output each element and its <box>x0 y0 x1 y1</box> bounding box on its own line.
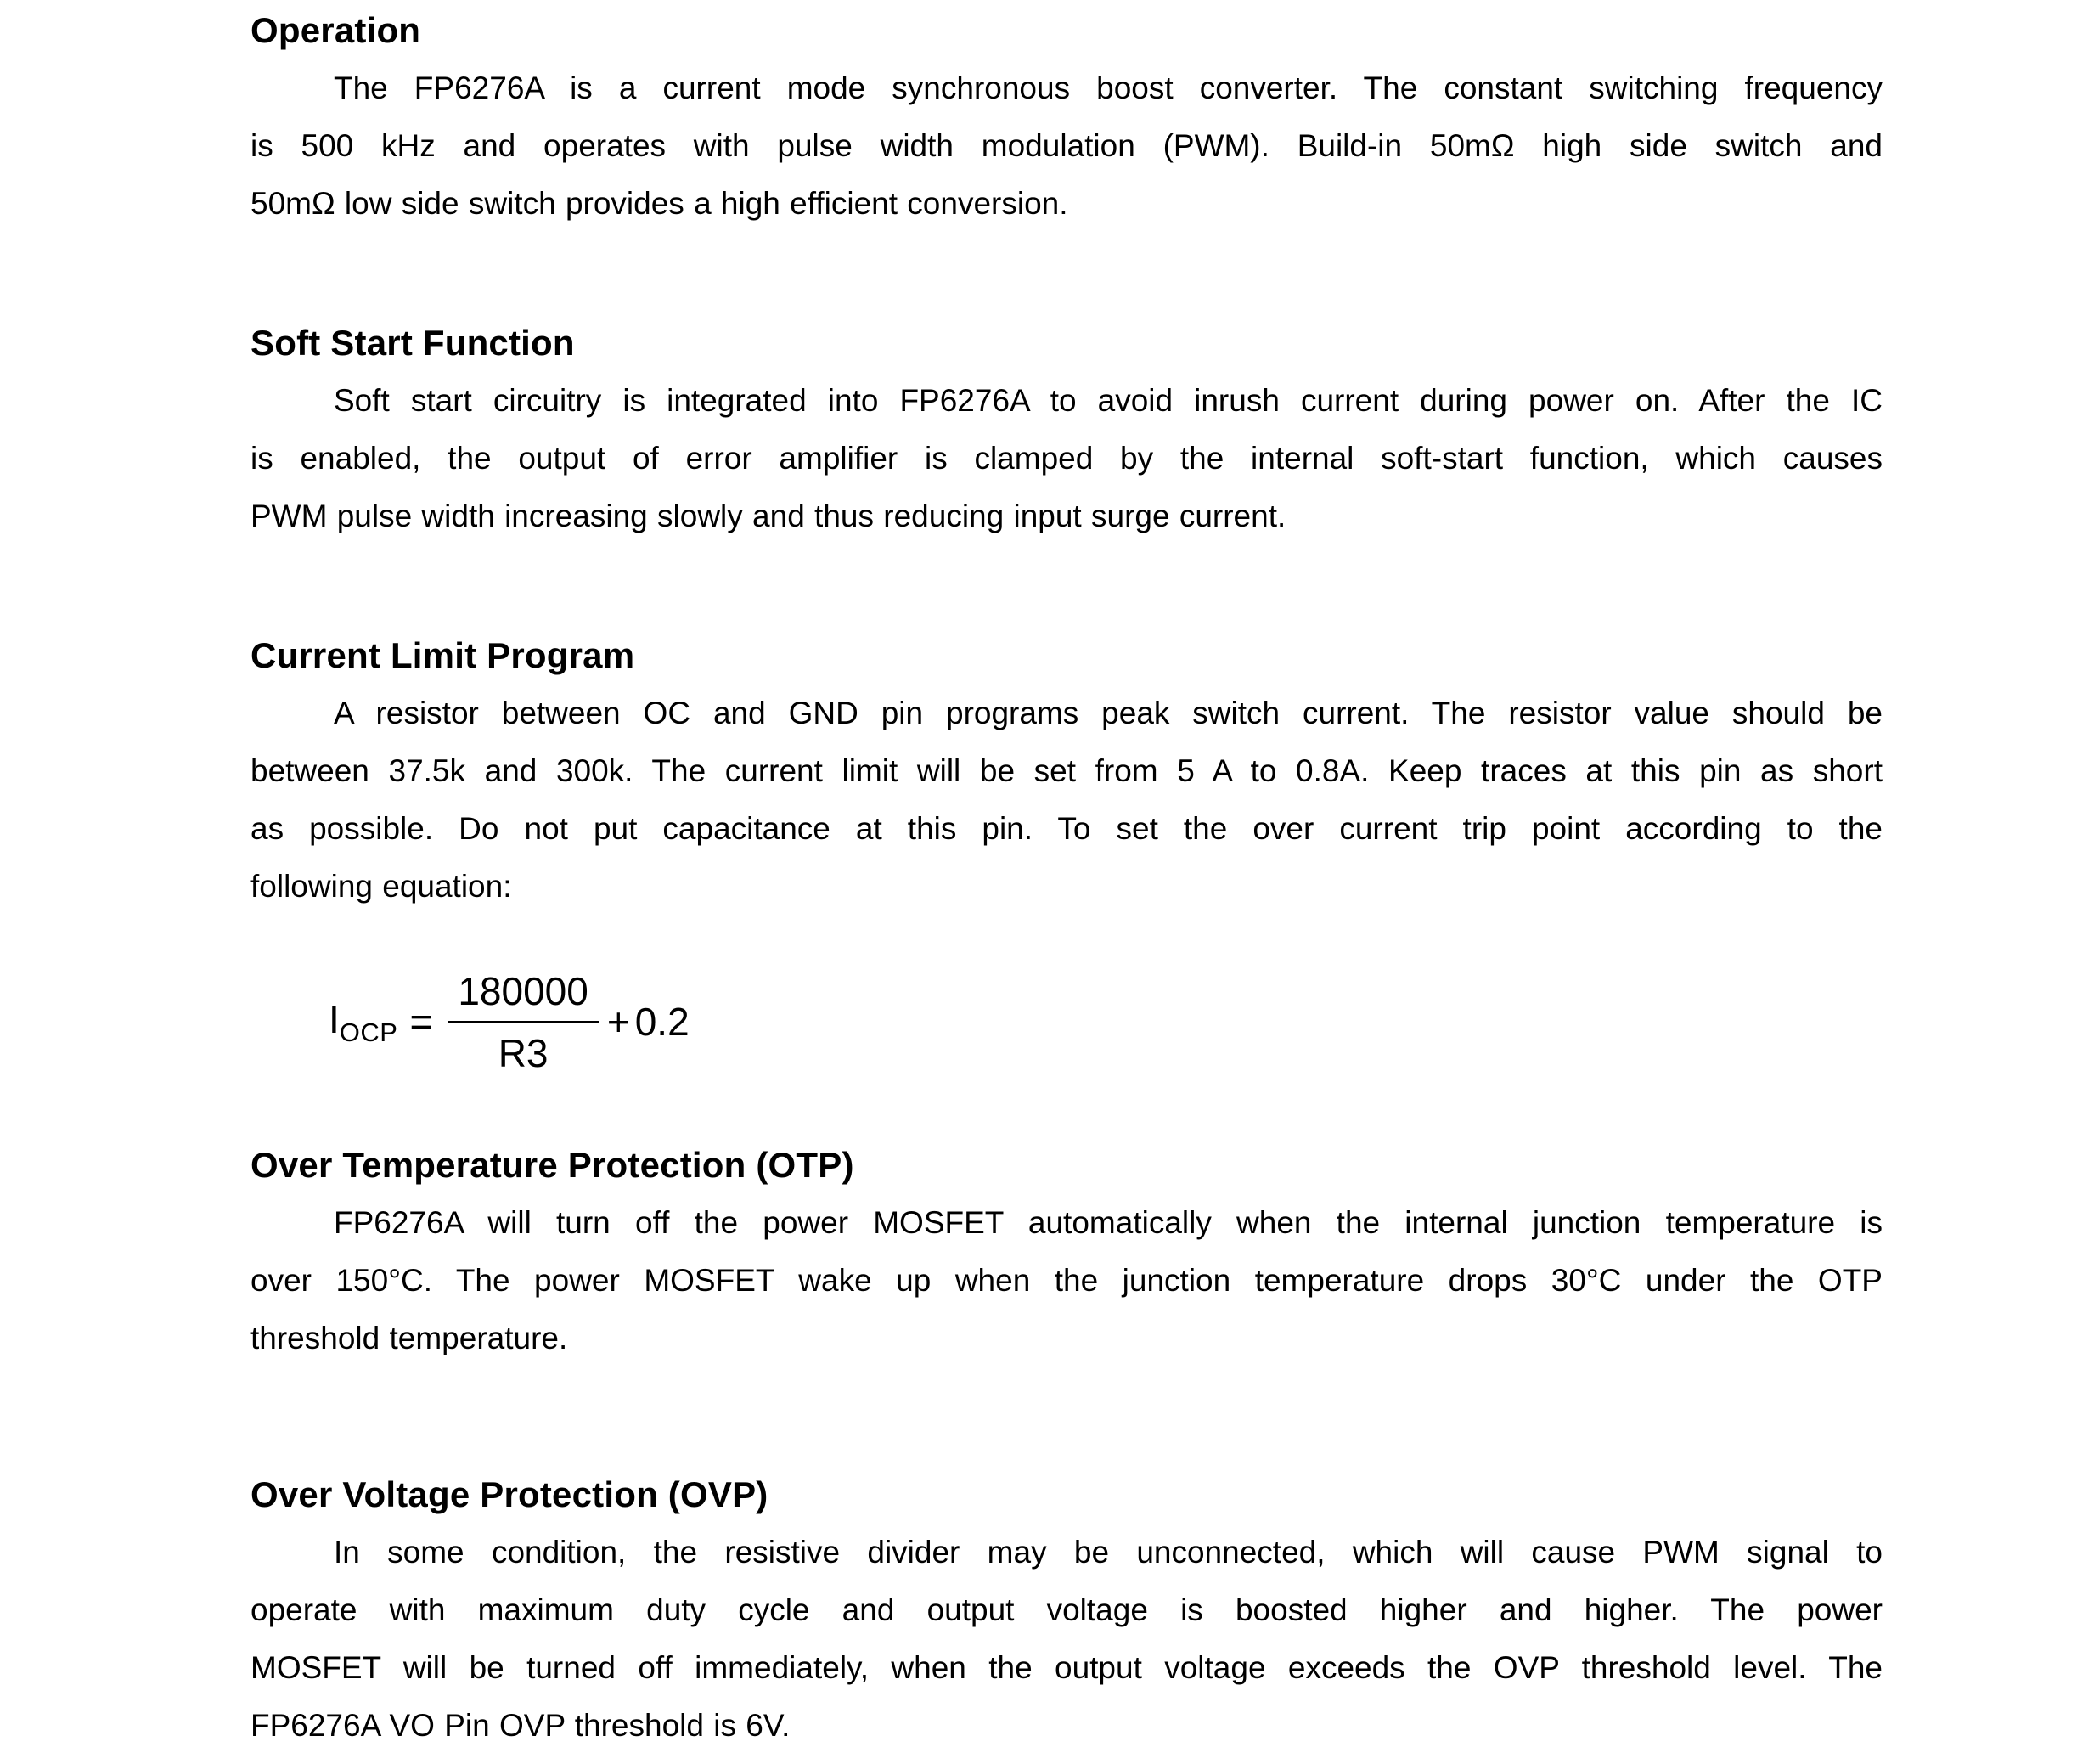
text-line: PWM pulse width increasing slowly and thus reducing input surge current. <box>250 499 1286 533</box>
section-heading: Current Limit Program <box>250 635 635 675</box>
text-line: over 150°C. The power MOSFET wake up when the junction temperature drops 30°C under the OTP <box>250 1263 1883 1298</box>
ocp-subscript: OCP <box>339 1017 398 1047</box>
fraction-numerator: 180000 <box>448 968 599 1023</box>
section-heading: Operation <box>250 10 421 50</box>
paragraph <box>250 372 1883 545</box>
text-line: operate with maximum duty cycle and output voltage is boosted higher and higher. The power <box>250 1592 1883 1627</box>
text-line: Soft start circuitry is integrated into FP6276A to avoid inrush current during power on. After the IC <box>334 383 1883 418</box>
constant-value: 0.2 <box>634 1000 690 1044</box>
current-symbol: I <box>329 996 340 1041</box>
paragraph <box>250 1194 1883 1367</box>
text-line: is enabled, the output of error amplifier is clamped by the internal soft-start function, which causes <box>250 441 1883 476</box>
equals-sign: = <box>409 1000 433 1044</box>
paragraph <box>250 685 1883 916</box>
section-heading: Over Voltage Protection (OVP) <box>250 1474 768 1514</box>
text-line: The FP6276A is a current mode synchronous boost converter. The constant switching frequency <box>334 70 1883 105</box>
text-line: following equation: <box>250 869 512 904</box>
paragraph <box>250 59 1883 233</box>
plus-sign: + <box>606 1000 630 1044</box>
section-operation <box>250 2 1883 233</box>
text-line: as possible. Do not put capacitance at this pin. To set the over current trip point according to the <box>250 811 1883 846</box>
section-otp <box>250 1136 1883 1367</box>
text-line: A resistor between OC and GND pin programs peak switch current. The resistor value should be <box>334 696 1883 730</box>
text-line: FP6276A will turn off the power MOSFET automatically when the internal junction temperature is <box>334 1205 1883 1240</box>
text-line: threshold temperature. <box>250 1321 568 1355</box>
section-heading: Over Temperature Protection (OTP) <box>250 1145 854 1185</box>
text-line: is 500 kHz and operates with pulse width modulation (PWM). Build-in 50mΩ high side switch and <box>250 128 1883 163</box>
section-soft-start <box>250 314 1883 545</box>
section-heading: Soft Start Function <box>250 323 575 363</box>
text-line: 50mΩ low side switch provides a high efficient conversion. <box>250 186 1068 221</box>
equation-lhs <box>329 996 397 1048</box>
ocp-equation <box>329 958 1883 1085</box>
text-line: between 37.5k and 300k. The current limit will be set from 5 A to 0.8A. Keep traces at this pin as short <box>250 753 1883 788</box>
section-ovp <box>250 1466 1883 1755</box>
fraction <box>448 968 599 1076</box>
text-line: MOSFET will be turned off immediately, when the output voltage exceeds the OVP threshold level. The <box>250 1650 1883 1685</box>
section-current-limit <box>250 627 1883 916</box>
fraction-denominator: R3 <box>498 1030 549 1075</box>
paragraph <box>250 1524 1883 1755</box>
text-line: In some condition, the resistive divider may be unconnected, which will cause PWM signal to <box>334 1535 1883 1570</box>
text-line: FP6276A VO Pin OVP threshold is 6V. <box>250 1708 791 1743</box>
